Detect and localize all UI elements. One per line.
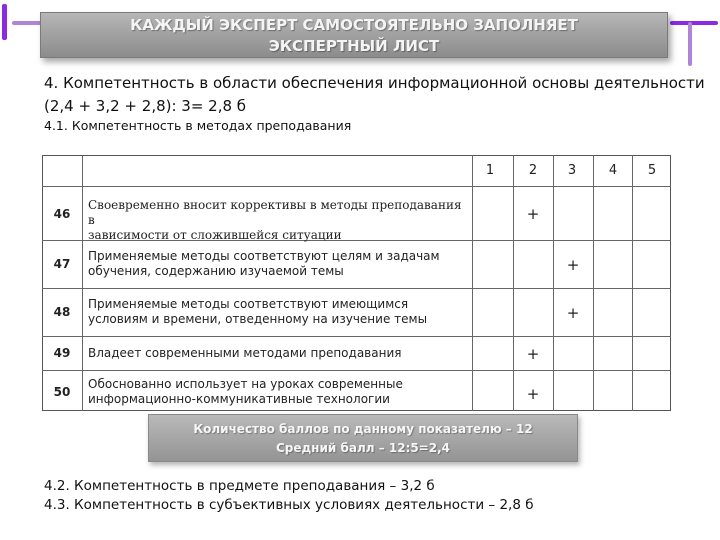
row-criterion-line-1: Применяемые методы соответствуют имеющимся <box>88 297 409 311</box>
score-mark: + <box>526 205 540 223</box>
decor-bar-left-horizontal <box>12 21 42 25</box>
footer-line-1: 4.2. Компетентность в предмете преподавания – 3,2 б <box>44 478 435 494</box>
row-criterion-line-2: условиям и времени, отведенному на изучение темы <box>88 312 428 326</box>
column-header-4: 4 <box>608 163 618 178</box>
row-criterion <box>88 198 468 243</box>
table-rule-49 <box>42 370 671 371</box>
row-criterion <box>88 346 468 361</box>
score-mark: + <box>526 345 540 363</box>
title-line-2: ЭКСПЕРТНЫЙ ЛИСТ <box>268 37 440 55</box>
summary-line-2: Средний балл – 12:5=2,4 <box>275 441 451 455</box>
row-number: 49 <box>53 346 71 360</box>
column-header-2: 2 <box>528 163 538 178</box>
table-divider-col2 <box>513 155 514 411</box>
title-banner <box>40 12 668 58</box>
footer-line-2: 4.3. Компетентность в субъективных условиях деятельности – 2,8 б <box>44 497 534 513</box>
decor-bar-right-vertical <box>688 22 692 66</box>
section-heading-line-2: (2,4 + 3,2 + 2,8): 3= 2,8 б <box>44 97 247 115</box>
row-criterion <box>88 377 468 407</box>
table-divider-col5 <box>632 155 633 411</box>
title-line-1: КАЖДЫЙ ЭКСПЕРТ САМОСТОЯТЕЛЬНО ЗАПОЛНЯЕТ <box>130 16 578 34</box>
section-heading <box>44 72 714 118</box>
score-mark: + <box>526 385 540 403</box>
row-number: 47 <box>53 257 71 271</box>
row-criterion-line-2: зависимости от сложившейся ситуации <box>88 228 342 242</box>
table-divider-col3 <box>553 155 554 411</box>
row-criterion-line-1: Своевременно вносит коррективы в методы преподавания в <box>88 198 462 227</box>
row-criterion-line-1: Применяемые методы соответствуют целям и задачам <box>88 249 440 263</box>
column-header-1: 1 <box>485 163 495 178</box>
table-rule-48 <box>42 336 671 337</box>
table-rule-header <box>42 186 671 187</box>
summary-line-1: Количество баллов по данному показателю – 12 <box>193 422 533 436</box>
column-header-5: 5 <box>647 163 657 178</box>
criteria-table <box>42 155 671 411</box>
row-criterion <box>88 249 468 279</box>
row-criterion-line-1: Владеет современными методами преподавания <box>88 346 402 360</box>
decor-bar-left-vertical <box>2 4 7 40</box>
row-criterion-line-2: обучения, содержанию изучаемой темы <box>88 264 344 278</box>
score-mark: + <box>566 304 580 322</box>
row-criterion-line-2: информационно-коммуникативные технологии <box>88 392 390 406</box>
decor-bar-right-horizontal <box>670 21 718 25</box>
row-number: 46 <box>53 207 71 221</box>
section-heading-line-1: 4. Компетентность в области обеспечения информационной основы деятельности <box>44 74 705 92</box>
table-divider-col4 <box>593 155 594 411</box>
row-number: 48 <box>53 305 71 319</box>
row-criterion-line-1: Обоснованно использует на уроках современные <box>88 377 403 391</box>
subsection-heading: 4.1. Компетентность в методах преподавания <box>44 118 352 133</box>
column-header-3: 3 <box>567 163 577 178</box>
table-rule-47 <box>42 288 671 289</box>
table-divider-num <box>82 155 83 411</box>
table-divider-col1 <box>472 155 473 411</box>
row-criterion <box>88 297 468 327</box>
row-number: 50 <box>53 385 71 399</box>
summary-box <box>148 414 578 462</box>
score-mark: + <box>566 256 580 274</box>
